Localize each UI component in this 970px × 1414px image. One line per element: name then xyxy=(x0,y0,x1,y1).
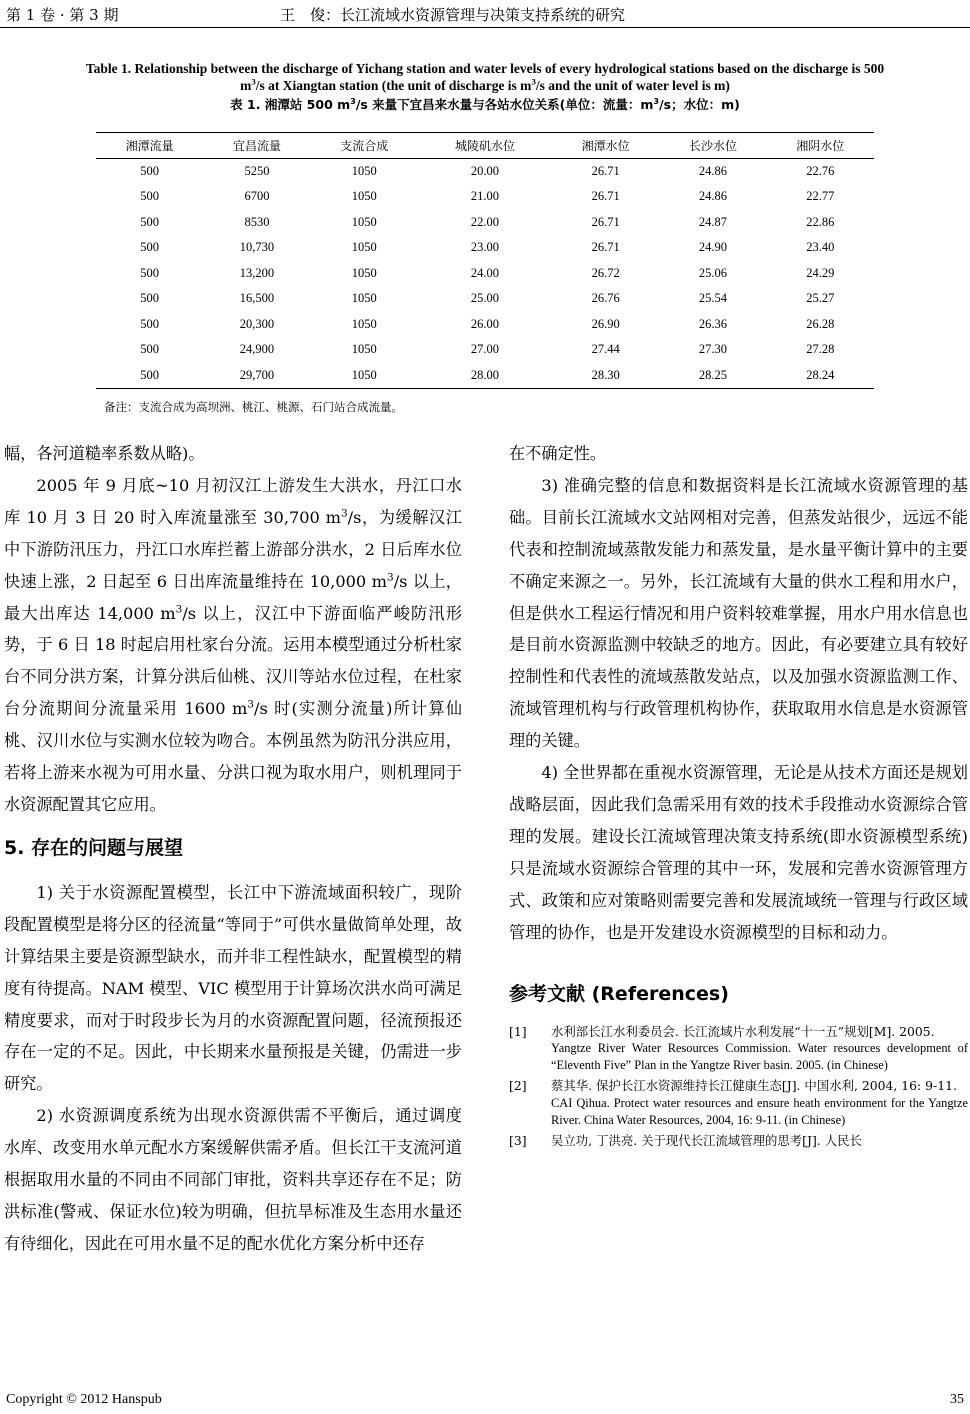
table-cell: 8530 xyxy=(244,214,270,229)
table-cell: 20,300 xyxy=(239,316,275,331)
running-title: 王 俊：长江流域水资源管理与决策支持系统的研究 xyxy=(280,6,626,24)
table-cell: 24.86 xyxy=(698,164,728,178)
table-cell: 1050 xyxy=(311,363,418,389)
table-cell: 20.00 xyxy=(470,164,500,178)
table-cell: 500 xyxy=(140,164,160,178)
header-rule xyxy=(0,27,970,28)
table-caption-en-line1: Table 1. Relationship between the discharge of Yichang station and water levels of every hydrological stations based on the discharge is 500 xyxy=(85,61,885,76)
table-cell: 25.54 xyxy=(698,291,728,306)
table-cell: 26.36 xyxy=(698,316,728,331)
table-cell: 24.86 xyxy=(698,189,728,204)
table-cell: 1050 xyxy=(351,265,377,280)
paragraph: 2) 水资源调度系统为出现水资源供需不平衡后，通过调度水库、改变用水单元配水方案缓解供需矛盾。但长江干支流河道根据取用水量的不同由不同部门审批，资料共享还存在不足；防洪标准(警戒、保证水位)较为明确，但抗旱标准及生态用水量还有待细化，因此在可用水量不足的配水优化方案分析中还存 xyxy=(4,1106,462,1253)
table-cell: 28.30 xyxy=(552,363,659,389)
table-cell: 25.27 xyxy=(806,291,835,306)
table-cell: 27.30 xyxy=(698,342,728,357)
table-cell: 22.77 xyxy=(806,189,835,204)
table-row xyxy=(96,363,874,389)
table-cell: 26.90 xyxy=(591,316,620,331)
reference-item xyxy=(509,1023,968,1075)
reference-number: [1] xyxy=(509,1023,527,1039)
table-cell: 500 xyxy=(140,240,160,255)
copyright: Copyright © 2012 Hanspub xyxy=(6,1392,162,1407)
table-cell: 500 xyxy=(140,214,160,229)
table-cell: 500 xyxy=(140,189,160,204)
reference-item xyxy=(509,1132,968,1149)
references-heading: 参考文献 (References) xyxy=(509,982,729,1005)
column-header: 湘潭流量 xyxy=(96,133,203,159)
table-cell: 28.25 xyxy=(659,363,766,389)
table-cell: 1050 xyxy=(351,240,377,255)
table-cell: 26.71 xyxy=(591,214,620,229)
table-cell: 25.06 xyxy=(698,265,728,280)
reference-item xyxy=(509,1077,968,1129)
table-cell: 10,730 xyxy=(239,240,275,255)
table-cell: 26.28 xyxy=(806,316,835,331)
table-cell: 22.76 xyxy=(806,164,835,178)
column-header: 宜昌流量 xyxy=(203,133,310,159)
table-cell: 21.00 xyxy=(470,189,500,204)
table-row xyxy=(96,312,874,338)
paragraph: 2005 年 9 月底~10 月初汉江上游发生大洪水，丹江口水库 10 月 3 日 20 时入库流量涨至 30,700 $m^3/s$，为缓解汉江中下游防汛压力，丹江口水库拦蓄上游部分洪水，2 日后库水位快速上涨，2 日起至 6 日出库流量维持在 10,000 $m^3/s$ 以上，最大出库达 14,000 $m^3/s$ 以上，汉江中下游面临严峻防汛形势，于 6 日 18 时起启用杜家台分流。运用本模型通过分析杜家台不同分洪方案，计算分洪后仙桃、汉川等站水位过程，在杜家台分流期间分流量采用 1600 $m^3/s$ 时(实测分流量)所计算仙桃、汉川水位与实测水位较为吻合。本例虽然为防汛分洪应用，若将上游来水视为可用水量、分洪口视为取水用户，则机理同于水资源配置其它应用。 xyxy=(4,475,463,814)
table-cell: 26.71 xyxy=(591,189,620,204)
table-cell: 24.87 xyxy=(698,214,728,229)
table-cell: 500 xyxy=(96,363,203,389)
table-cell: 500 xyxy=(140,265,160,280)
table-caption-en-line2: $m^3/s$ at Xiangtan station (the unit of discharge is $m^3/s$ and the unit of water level is m) xyxy=(240,76,730,93)
column-header: 支流合成 xyxy=(311,133,418,159)
reference-en: CAI Qihua. Protect water resources and ensure heath environment for the Yangtze River. China Water Resources, 2004, 16: 9-11. (in Chinese) xyxy=(551,1095,968,1127)
paragraph: 3) 准确完整的信息和数据资料是长江流域水资源管理的基础。目前长江流域水文站网相对完善，但蒸发站很少，远远不能代表和控制流域蒸散发能力和蒸发量，是水量平衡计算中的主要不确定来源之一。另外，长江流域有大量的供水工程和用水户，但是供水工程运行情况和用户资料较难掌握，用水户用水信息也是目前水资源监测中较缺乏的地方。因此，有必要建立具有较好控制性和代表性的流域蒸散发站点，以及加强水资源监测工作、流域管理机构与行政管理机构协作，获取取用水信息是水资源管理的关键。 xyxy=(509,475,968,751)
table-cell: 1050 xyxy=(351,164,377,178)
table-cell: 26.76 xyxy=(591,291,620,306)
table-cell: 27.28 xyxy=(806,342,835,357)
table-cell: 24.00 xyxy=(470,265,500,280)
table-cell: 13,200 xyxy=(239,265,275,280)
table-cell: 27.00 xyxy=(470,342,500,357)
table-cell: 26.71 xyxy=(591,240,620,255)
paragraph: 幅，各河道糙率系数从略)。 xyxy=(4,444,205,463)
table-cell: 1050 xyxy=(351,291,377,306)
table-row xyxy=(96,261,874,287)
table-row xyxy=(96,337,874,363)
table-cell: 23.00 xyxy=(470,240,500,255)
paragraph: 在不确定性。 xyxy=(509,444,607,463)
paragraph: 4) 全世界都在重视水资源管理，无论是从技术方面还是规划战略层面，因此我们急需采用有效的技术手段推动水资源综合管理的发展。建设长江流域管理决策支持系统(即水资源模型系统)只是流域水资源综合管理的其中一环，发展和完善水资源管理方式、政策和应对策略则需要完善和发展流域统一管理与行政区域管理的协作，也是开发建设水资源模型的目标和动力。 xyxy=(509,763,968,942)
journal-volume-issue: 第 1 卷 · 第 3 期 xyxy=(6,6,119,24)
reference-zh: 吴立功, 丁洪亮. 关于现代长江流域管理的思考[J]. 人民长 xyxy=(551,1133,862,1149)
table-cell: 500 xyxy=(140,316,160,331)
right-column xyxy=(509,438,968,1153)
table-cell: 500 xyxy=(140,342,160,357)
page-number: 35 xyxy=(950,1392,964,1407)
table-caption-zh: 表 1. 湘潭站 500 $m^3/s$ 来量下宜昌来水量与各站水位关系(单位：流量：$m^3/s$；水位：m) xyxy=(230,95,740,112)
table-cell: 25.00 xyxy=(470,291,500,306)
table-cell: 24.90 xyxy=(698,240,728,255)
table-cell: 28.24 xyxy=(767,363,874,389)
table-header-row xyxy=(96,133,874,159)
table-cell: 22.86 xyxy=(806,214,835,229)
running-header xyxy=(0,0,970,30)
table-cell: 28.00 xyxy=(418,363,552,389)
table-cell: 16,500 xyxy=(239,291,275,306)
column-header: 湘潭水位 xyxy=(552,133,659,159)
table-cell: 23.40 xyxy=(806,240,835,255)
table-cell: 1050 xyxy=(351,342,377,357)
table-cell: 24,900 xyxy=(239,342,275,357)
table-cell: 1050 xyxy=(351,214,377,229)
reference-number: [3] xyxy=(509,1133,527,1149)
discharge-water-level-table xyxy=(96,132,874,389)
paragraph: 1) 关于水资源配置模型，长江中下游流域面积较广，现阶段配置模型是将分区的径流量“等同于”可供水量做简单处理，故计算结果主要是资源型缺水，而并非工程性缺水，配置模型的精度有待提高。NAM 模型、VIC 模型用于计算场次洪水尚可满足精度要求，而对于时段步长为月的水资源配置问题，径流预报还存在一定的不足。因此，中长期来水量预报是关键，仍需进一步研究。 xyxy=(4,882,462,1094)
reference-zh: 水利部长江水利委员会. 长江流域片水利发展“十一五”规划[M]. 2005. xyxy=(551,1023,935,1039)
left-column xyxy=(4,438,462,1260)
reference-zh: 蔡其华. 保护长江水资源维持长江健康生态[J]. 中国水利, 2004, 16: 9-11. xyxy=(551,1078,957,1094)
reference-text xyxy=(551,1077,968,1129)
table-cell: 500 xyxy=(140,291,160,306)
table-cell: 5250 xyxy=(244,164,270,178)
table-cell: 26.00 xyxy=(470,316,500,331)
reference-text xyxy=(551,1132,968,1149)
table-cell: 27.44 xyxy=(591,342,620,357)
table-row xyxy=(96,184,874,210)
section-heading: 5. 存在的问题与展望 xyxy=(4,836,184,859)
table-row xyxy=(96,235,874,261)
reference-en: Yangtze River Water Resources Commission. Water resources development of “Eleventh Five” Plan in the Yangtze River basin. 2005. (in Chinese) xyxy=(551,1040,968,1073)
table-row xyxy=(96,286,874,312)
table-cell: 29,700 xyxy=(203,363,310,389)
table-cell: 1050 xyxy=(351,189,377,204)
reference-number: [2] xyxy=(509,1078,527,1094)
table-row xyxy=(96,159,874,185)
reference-text xyxy=(551,1023,968,1075)
table-cell: 6700 xyxy=(244,189,270,204)
table-cell: 1050 xyxy=(351,316,377,331)
column-header: 湘阴水位 xyxy=(767,133,874,159)
table-cell: 24.29 xyxy=(806,265,835,280)
column-header: 长沙水位 xyxy=(659,133,766,159)
reference-list xyxy=(509,1023,968,1150)
table-cell: 26.72 xyxy=(591,265,620,280)
table-row xyxy=(96,210,874,236)
table-cell: 22.00 xyxy=(470,214,500,229)
column-header: 城陵矶水位 xyxy=(418,133,552,159)
table-cell: 26.71 xyxy=(591,164,620,178)
table-note: 备注：支流合成为高坝洲、桃江、桃源、石门站合成流量。 xyxy=(104,400,403,414)
